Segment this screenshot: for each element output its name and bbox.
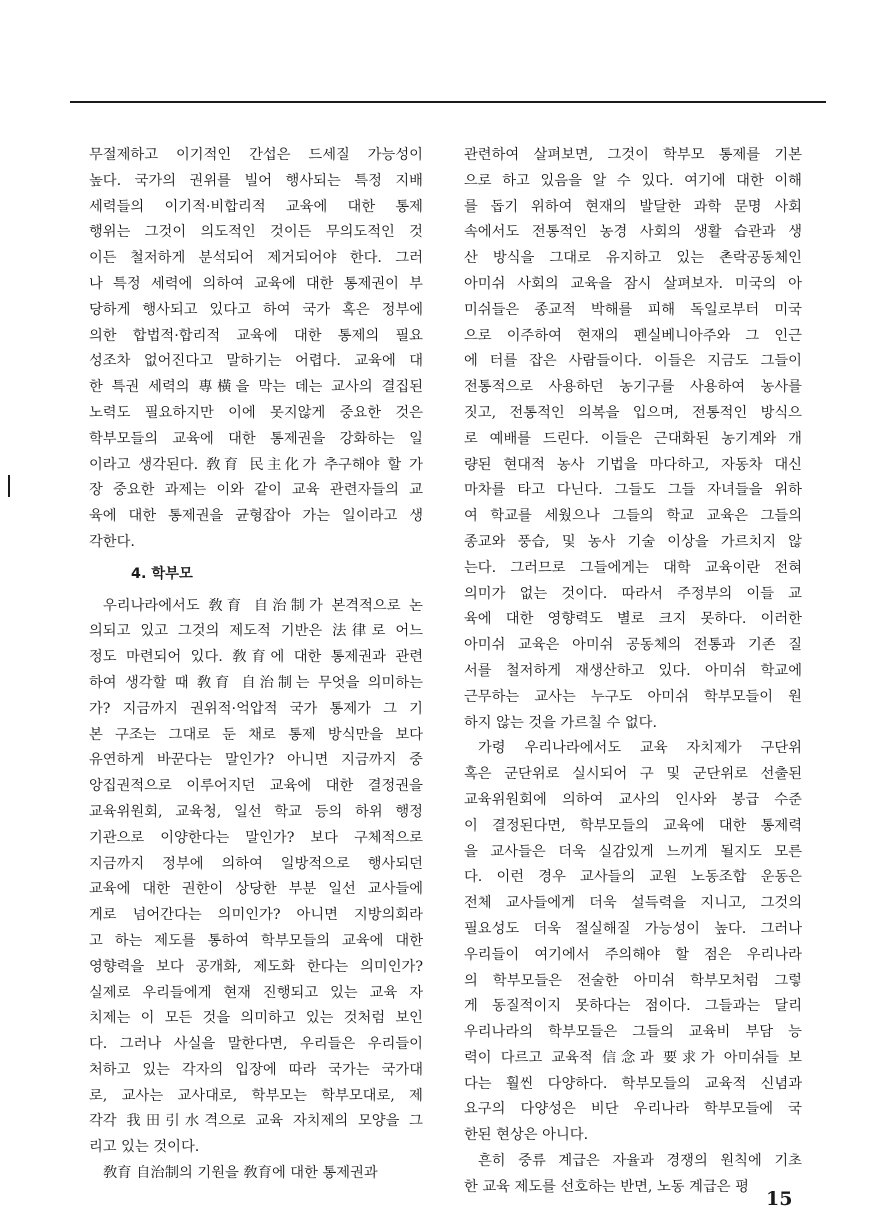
paragraph-line: 량된 현대적 농사 기법을 마다하고, 자동차 대신 [464, 456, 802, 473]
paragraph-line: 각각 我田引水격으로 교육 자치제의 모양을 그 [89, 1113, 423, 1130]
paragraph-line: 가? 지금까지 권위적·억압적 국가 통제가 그 기 [89, 700, 423, 717]
margin-mark [8, 475, 10, 497]
paragraph-line: 로 예배를 드린다. 이들은 근대화된 농기계와 개 [464, 430, 802, 447]
paragraph-line: 행위는 그것이 의도적인 것이든 무의도적인 것 [89, 224, 423, 241]
paragraph-line: 교육에 대한 권한이 상당한 부분 일선 교사들에 [89, 881, 423, 898]
paragraph-line: 한 교육 제도를 선호하는 반면, 노동 계급은 평 [464, 1178, 749, 1195]
paragraph-line: 필요성도 더욱 절실해질 가능성이 높다. 그러나 [464, 920, 802, 937]
left-column [89, 143, 423, 1187]
paragraph-line: 리고 있는 것이다. [89, 1139, 200, 1156]
paragraph-line: 여 학교를 세웠으나 그들의 학교 교육은 그들의 [464, 508, 802, 525]
paragraph-line: 나 특정 세력에 의하여 교육에 대한 통제권이 부 [89, 275, 423, 292]
paragraph-line: 이라고 생각된다. 敎育 民主化가 추구해야 할 가 [89, 456, 423, 473]
paragraph-line: 근무하는 교사는 누구도 아미쉬 학부모들이 원 [464, 688, 802, 705]
paragraph-line: 처하고 있는 각자의 입장에 따라 국가는 국가대 [89, 1061, 423, 1078]
paragraph-line: 각한다. [89, 533, 135, 550]
paragraph-line: 성조차 없어진다고 말하기는 어렵다. 교육에 대 [89, 353, 423, 370]
paragraph-line: 지금까지 정부에 의하여 일방적으로 행사되던 [89, 855, 423, 872]
paragraph-line: 으로 이주하여 현재의 펜실베니아주와 그 인근 [464, 327, 802, 344]
paragraph-line: 전통적으로 사용하던 농기구를 사용하여 농사를 [464, 379, 802, 396]
paragraph-line: 장 중요한 과제는 이와 같이 교육 관련자들의 교 [89, 482, 423, 499]
paragraph-line: 의되고 있고 그것의 제도적 기반은 法律로 어느 [89, 623, 423, 640]
paragraph-line: 기관으로 이양한다는 말인가? 보다 구체적으로 [89, 829, 423, 846]
paragraph-line: 교육위원회, 교육청, 일선 학교 등의 하위 행정 [89, 803, 423, 820]
paragraph-line: 전체 교사들에게 더욱 설득력을 지니고, 그것의 [464, 895, 802, 912]
paragraph-line: 흔히 중류 계급은 자율과 경쟁의 원칙에 기초 [478, 1153, 802, 1170]
paragraph-line: 정도 마련되어 있다. 敎育에 대한 통제권과 관련 [89, 649, 423, 666]
page-number: 15 [766, 1188, 793, 1210]
paragraph-line: 게 동질적이지 못하다는 점이다. 그들과는 달리 [464, 998, 802, 1015]
paragraph-line: 세력들의 이기적·비합리적 교육에 대한 통제 [89, 198, 423, 215]
paragraph-line: 교육위원회에 의하여 교사의 인사와 봉급 수준 [464, 791, 802, 808]
paragraph-line: 산 방식을 그대로 유지하고 있는 촌락공동체인 [464, 250, 802, 267]
paragraph-line: 를 돕기 위하여 현재의 발달한 과학 문명 사회 [464, 198, 802, 215]
paragraph-line: 실제로 우리들에게 현재 진행되고 있는 교육 자 [89, 984, 423, 1001]
paragraph-line: 이 결정된다면, 학부모들의 교육에 대한 통제력 [464, 817, 802, 834]
paragraph-line: 에 터를 잡은 사람들이다. 이들은 지금도 그들이 [464, 353, 802, 370]
paragraph-line: 육에 대한 통제권을 균형잡아 가는 일이라고 생 [89, 508, 423, 525]
paragraph-line: 고 하는 제도를 통하여 학부모들의 교육에 대한 [89, 932, 423, 949]
paragraph-line: 하지 않는 것을 가르칠 수 없다. [464, 714, 657, 731]
paragraph-line: 아미쉬 사회의 교육을 잠시 살펴보자. 미국의 아 [464, 275, 802, 292]
header-rule [70, 101, 826, 103]
paragraph-line: 로, 교사는 교사대로, 학부모는 학부모대로, 제 [89, 1087, 423, 1104]
paragraph-line: 학부모들의 교육에 대한 통제권을 강화하는 일 [89, 430, 423, 447]
paragraph-line: 다. 그러나 사실을 말한다면, 우리들은 우리들이 [89, 1036, 423, 1053]
paragraph-line: 관련하여 살펴보면, 그것이 학부모 통제를 기본 [464, 147, 802, 163]
paragraph-line: 치제는 이 모든 것을 의미하고 있는 것처럼 보인 [89, 1010, 423, 1027]
paragraph-line: 앙집권적으로 이루어지던 교육에 대한 결정권을 [89, 778, 423, 795]
paragraph-line: 종교와 풍습, 및 농사 기술 이상을 가르치지 않 [464, 533, 802, 550]
paragraph-line: 으로 하고 있음을 알 수 있다. 여기에 대한 이해 [464, 172, 802, 189]
paragraph-line: 우리들이 여기에서 주의해야 할 점은 우리나라 [464, 946, 802, 963]
paragraph-line: 노력도 필요하지만 이에 못지않게 중요한 것은 [89, 404, 423, 421]
paragraph-line: 무절제하고 이기적인 간섭은 드세질 가능성이 [89, 147, 423, 163]
paragraph-line: 다. 이런 경우 교사들의 교원 노동조합 운동은 [464, 869, 802, 886]
paragraph-line: 아미쉬 교육은 아미쉬 공동체의 전통과 기존 질 [464, 637, 802, 654]
paragraph-line: 요구의 다양성은 비단 우리나라 학부모들에 국 [464, 1101, 802, 1118]
paragraph-line: 한된 현상은 아니다. [464, 1127, 589, 1144]
section-heading: 4. 학부모 [131, 565, 193, 582]
paragraph-line: 는다. 그러므로 그들에게는 대학 교육이란 전혀 [464, 559, 802, 576]
paragraph-line: 육에 대한 영향력도 별로 크지 못하다. 이러한 [464, 611, 802, 628]
paragraph-line: 짓고, 전통적인 의복을 입으며, 전통적인 방식으 [464, 404, 802, 421]
paragraph-line: 의미가 없는 것이다. 따라서 주정부의 이들 교 [464, 585, 802, 602]
paragraph-line: 서를 철저하게 재생산하고 있다. 아미쉬 학교에 [464, 662, 802, 679]
paragraph-line: 게로 넘어간다는 의미인가? 아니면 지방의회라 [89, 907, 423, 924]
paragraph-line: 하여 생각할 때 敎育 自治制는 무엇을 의미하는 [89, 674, 423, 691]
paragraph-line: 의한 합법적·합리적 교육에 대한 통제의 필요 [89, 327, 423, 344]
paragraph-line: 당하게 행사되고 있다고 하여 국가 혹은 정부에 [89, 301, 423, 318]
paragraph-line: 敎育 自治制의 기원을 敎育에 대한 통제권과 [103, 1165, 378, 1182]
paragraph-line: 높다. 국가의 권위를 빌어 행사되는 특정 지배 [89, 172, 423, 189]
paragraph-line: 마차를 타고 다닌다. 그들도 그들 자녀들을 위하 [464, 482, 802, 499]
paragraph-line: 영향력을 보다 공개화, 제도화 한다는 의미인가? [89, 958, 423, 975]
paragraph-line: 을 교사들은 더욱 실감있게 느끼게 될지도 모른 [464, 843, 802, 860]
paragraph-line: 유연하게 바꾼다는 말인가? 아니면 지금까지 중 [89, 752, 423, 769]
right-column [464, 143, 802, 1201]
paragraph-line: 속에서도 전통적인 농경 사회의 생활 습관과 생 [464, 224, 802, 241]
paragraph-line: 한 특권 세력의 專橫을 막는 데는 교사의 결집된 [89, 379, 423, 396]
paragraph-line: 우리나라의 학부모들은 그들의 교육비 부담 능 [464, 1024, 802, 1041]
paragraph-line: 의 학부모들은 전술한 아미쉬 학부모처럼 그렇 [464, 972, 802, 989]
paragraph-line: 이든 철저하게 분석되어 제거되어야 한다. 그러 [89, 250, 423, 267]
paragraph-line: 미쉬들은 종교적 박해를 피해 독일로부터 미국 [464, 301, 802, 318]
paragraph-line: 가령 우리나라에서도 교육 자치제가 구단위 [478, 740, 802, 757]
paragraph-line: 본 구조는 그대로 둔 채로 통제 방식만을 보다 [89, 726, 423, 743]
paragraph-line: 다는 훨씬 다양하다. 학부모들의 교육적 신념과 [464, 1075, 802, 1092]
paragraph-line: 력이 다르고 교육적 信念과 要求가 아미쉬들 보 [464, 1049, 802, 1066]
paragraph-line: 혹은 군단위로 실시되어 구 및 군단위로 선출된 [464, 766, 802, 783]
paragraph-line: 우리나라에서도 敎育 自治制가 본격적으로 논 [103, 597, 423, 614]
